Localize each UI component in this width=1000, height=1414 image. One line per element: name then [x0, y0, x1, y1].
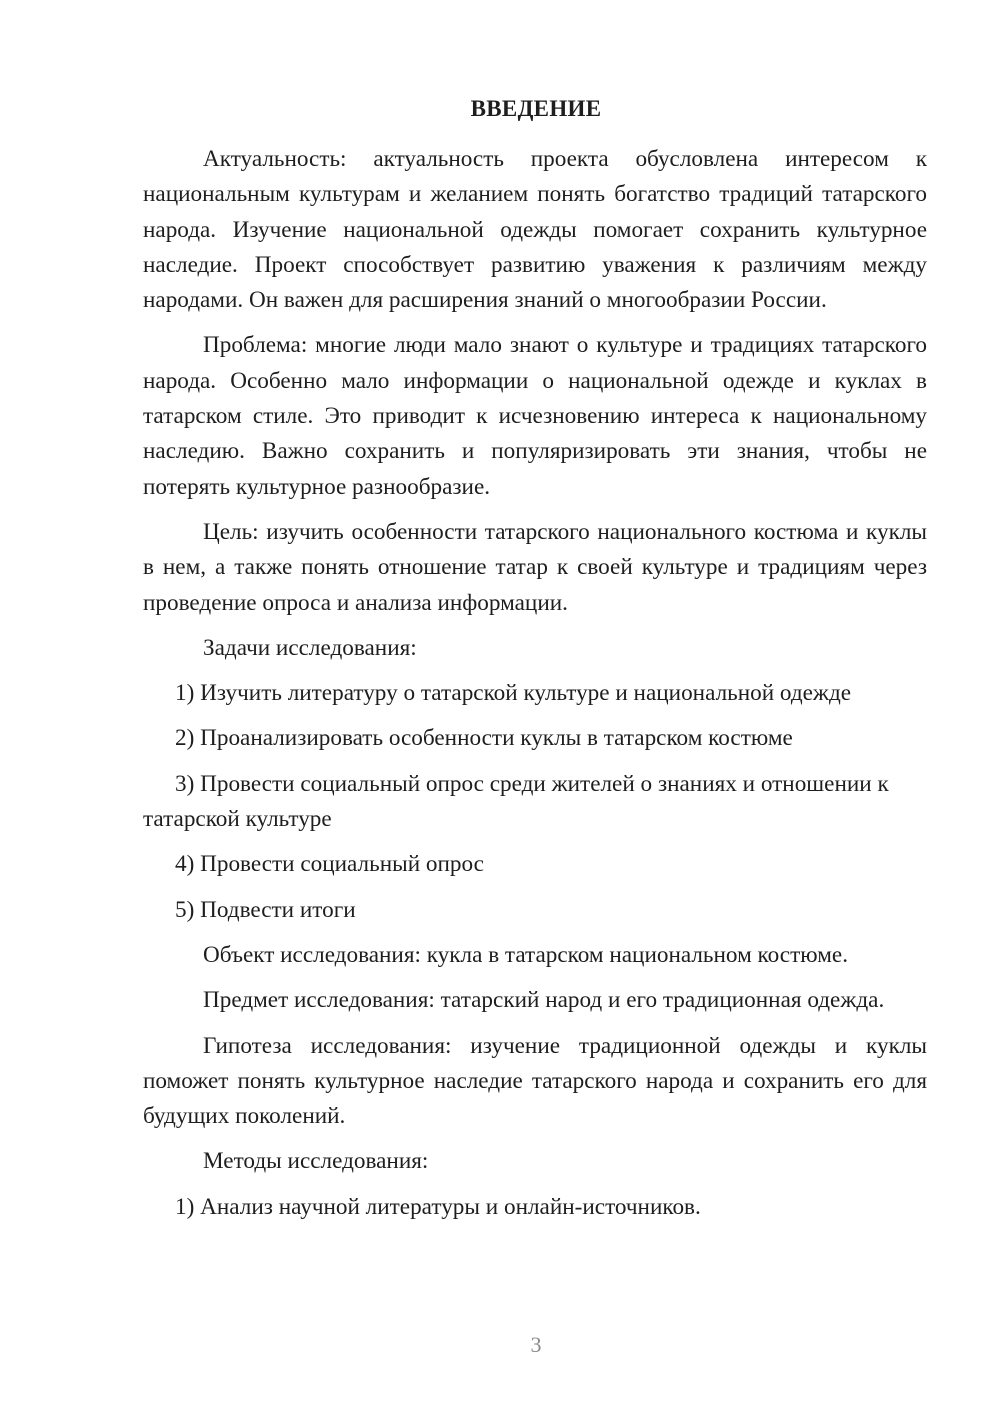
object-paragraph: Объект исследования: кукла в татарском национальном костюме.	[203, 941, 849, 968]
section-title: ВВЕДЕНИЕ	[470, 96, 602, 121]
task-item-4: 4) Провести социальный опрос	[175, 851, 484, 878]
method-item-1: 1) Анализ научной литературы и онлайн-источников.	[175, 1193, 701, 1220]
task-item-5: 5) Подвести итоги	[175, 896, 356, 923]
task-item-3: 3) Провести социальный опрос среди жителей о знаниях и отношении к татарской культуре	[143, 770, 889, 833]
tasks-heading: Задачи исследования:	[203, 634, 417, 661]
goal-paragraph: Цель: изучить особенности татарского национального костюма и куклы в нем, а также понять отношение татар к своей культуре и традициям через проведение опроса и анализа информации.	[143, 518, 927, 616]
task-item-1: 1) Изучить литературу о татарской культуре и национальной одежде	[175, 680, 852, 707]
relevance-paragraph: Актуальность: актуальность проекта обусловлена интересом к национальным культурам и желанием понять богатство традиций татарского народа. Изучение национальной одежды помогает сохранить культурное наследие. Проект способствует развитию уважения к различиям между народами. Он важен для расширения знаний о многообразии России.	[143, 146, 927, 314]
document-body	[143, 142, 927, 1235]
hypothesis-paragraph: Гипотеза исследования: изучение традиционной одежды и куклы поможет понять культурное наследие татарского народа и сохранить его для будущих поколений.	[143, 1032, 927, 1130]
methods-heading: Методы исследования:	[203, 1148, 429, 1175]
problem-paragraph: Проблема: многие люди мало знают о культуре и традициях татарского народа. Особенно мало информации о национальной одежде и куклах в татарском стиле. Это приводит к исчезновению интереса к национальному наследию. Важно сохранить и популяризировать эти знания, чтобы не потерять культурное разнообразие.	[143, 332, 927, 500]
page-number: 3	[530, 1332, 542, 1357]
subject-paragraph: Предмет исследования: татарский народ и его традиционная одежда.	[203, 987, 885, 1014]
task-item-2: 2) Проанализировать особенности куклы в татарском костюме	[175, 725, 793, 752]
